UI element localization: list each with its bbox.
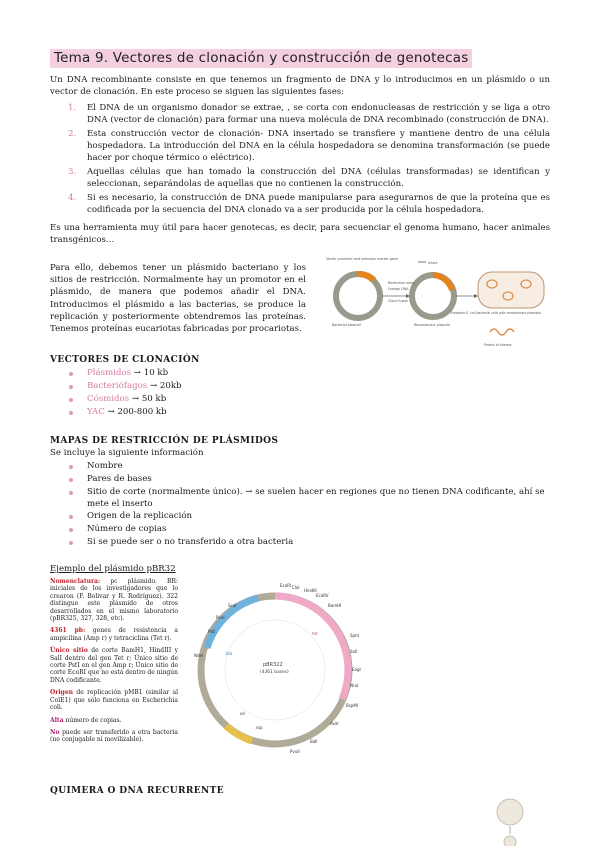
list-item: Bacteriófagos → 20kb bbox=[50, 380, 182, 393]
svg-text:Transform E. coli bacterial ce: Transform E. coli bacterial cells with recombinant plasmids bbox=[450, 311, 541, 315]
svg-text:AvaI: AvaI bbox=[330, 721, 339, 726]
svg-text:Foreign DNA: Foreign DNA bbox=[388, 287, 409, 291]
step-item: 1. El DNA de un organismo donador se extrae, , se corta con endonucleasas de restricción y se liga a otro DNA (vector de clonación) para formar una nueva molécula de DNA recombinado (construcción de DNA). bbox=[68, 103, 550, 125]
list-item: Si se puede ser o no transferido a otra bacteria bbox=[50, 536, 550, 549]
svg-text:Clone fusion: Clone fusion bbox=[388, 299, 409, 303]
chimera-heading: QUIMERA O DNA RECURRENTE bbox=[50, 786, 224, 796]
list-item: Cósmidos → 50 kb bbox=[50, 393, 182, 406]
protein-icon bbox=[490, 329, 514, 335]
list-item: Plásmidos → 10 kb bbox=[50, 367, 182, 380]
list-item: Sitio de corte (normalmente único). → se suelen hacer en regiones que no tienen DNA codificante, ahí se mete el inserto bbox=[50, 486, 550, 510]
step-item: 3. Aquellas células que han tomado la construcción del DNA (células transformadas) se identifican y seleccionan, separándolas de aquellas que no contienen la construcción. bbox=[68, 167, 550, 189]
svg-text:ScaI: ScaI bbox=[228, 603, 237, 608]
list-item: Pares de bases bbox=[50, 473, 550, 486]
svg-text:NruI: NruI bbox=[350, 683, 359, 688]
svg-text:PvuI: PvuI bbox=[216, 615, 225, 620]
svg-text:Recombinant plasmid: Recombinant plasmid bbox=[414, 323, 450, 327]
svg-text:Bacterial plasmid: Bacterial plasmid bbox=[332, 323, 361, 327]
page-title: Tema 9. Vectores de clonación y construcción de genotecas bbox=[50, 49, 472, 68]
svg-text:EcoRV: EcoRV bbox=[316, 593, 329, 598]
svg-text:PstI: PstI bbox=[208, 629, 216, 634]
list-item: Número de copias bbox=[50, 523, 550, 536]
svg-text:BalI: BalI bbox=[310, 739, 318, 744]
svg-text:tet: tet bbox=[312, 631, 318, 636]
tool-paragraph: Es una herramienta muy útil para hacer genotecas, es decir, para secuenciar el genoma humano, hacer animales transgénicos… bbox=[50, 223, 550, 246]
svg-text:(4361 bases): (4361 bases) bbox=[260, 670, 289, 675]
svg-text:NdeI: NdeI bbox=[194, 653, 204, 658]
svg-text:rop: rop bbox=[256, 725, 263, 730]
plasmid-paragraph: Para ello, debemos tener un plásmido bacteriano y los sitios de restricción. Normalmente hay un promotor en el plásmido, de manera que podemos añadir el DNA. Introducimos el plásmido a las bacterias, se produce la replicación y posteriormente obtendremos las proteínas. Tenemos proteínas eucariotas fabricadas por procariotas. bbox=[50, 263, 306, 335]
vectors-list bbox=[50, 367, 182, 419]
svg-text:PvuII: PvuII bbox=[290, 749, 300, 754]
pbr322-map bbox=[180, 575, 370, 765]
example-title: Ejemplo del plásmido pBR32 bbox=[50, 564, 176, 574]
svg-text:HindIII: HindIII bbox=[304, 588, 317, 593]
chimera-figure bbox=[490, 796, 530, 846]
svg-text:SalI: SalI bbox=[350, 649, 358, 654]
intro-paragraph: Un DNA recombinante consiste en que tenemos un fragmento de DNA y lo introducimos en un plásmido o un vector de clonación. En este proceso se siguen las siguientes fases: bbox=[50, 75, 550, 98]
tet-gene-arc bbox=[275, 596, 348, 699]
svg-text:EcoRI: EcoRI bbox=[280, 583, 292, 588]
svg-text:Vector promoter and selection: Vector promoter and selection marker gene bbox=[326, 257, 399, 261]
maps-intro: Se incluye la siguiente información bbox=[50, 448, 204, 458]
pbr322-notes: Nomenclatura: pc plásmido. BR: iniciales de los investigadores que lo crearon (F. Bolivar y R. Rodríguez). 322 distingue este plásmido de otros desarrollados en el mismo laboratorio (pBR325, 327, 328, etc). 4361 pb: genes de resistencia a ampicilina (Amp r) y tetraciclina (Tet r). Único sitio de corte BamH1, HindIII y SalI dentro del gen Tet r; Único sitio de corte PstI en el gen Amp r; Único sitio de corte EcoRI que no está dentro de ningún DNA codificante. Origen de replicación pMB1 (similar al ColE1) que sólo funciona en Escherichia coli. Alta número de copias. No puede ser transferido a otra bacteria (no conjugable ni movilizable). bbox=[50, 578, 179, 744]
list-item: Origen de la replicación bbox=[50, 510, 550, 523]
steps-list bbox=[50, 102, 550, 218]
maps-list bbox=[50, 460, 550, 549]
step-item: 4. Si es necesario, la construcción de DNA puede manipularse para asegurarnos de que la proteína que es codificada por la secuencia del DNA clonado va a ser producida por la célula hospedadora. bbox=[68, 193, 550, 215]
cloning-diagram bbox=[318, 254, 550, 354]
step-item: 2. Esta construcción vector de clonación- DNA insertado se transfiere y mantiene dentro de una célula hospedadora. La introducción del DNA en la célula hospedadora se denomina transformación (se puede hacer por choque térmico o eléctrico). bbox=[68, 129, 550, 163]
svg-text:Protein of interest: Protein of interest bbox=[484, 343, 512, 347]
maps-heading: MAPAS DE RESTRICCIÓN DE PLÁSMIDOS bbox=[50, 436, 279, 446]
svg-text:BspMI: BspMI bbox=[346, 703, 358, 708]
svg-text:bla: bla bbox=[226, 651, 233, 656]
svg-text:ClaI: ClaI bbox=[292, 585, 300, 590]
svg-text:pBR322: pBR322 bbox=[263, 662, 283, 668]
ecoli-cell bbox=[478, 272, 544, 308]
vectors-heading: VECTORES DE CLONACIÓN bbox=[50, 355, 200, 365]
svg-text:Restriction sites: Restriction sites bbox=[388, 281, 415, 285]
svg-text:EagI: EagI bbox=[352, 667, 361, 672]
list-item: YAC → 200-800 kb bbox=[50, 406, 182, 419]
list-item: Nombre bbox=[50, 460, 550, 473]
svg-text:SphI: SphI bbox=[350, 633, 359, 638]
svg-text:ori: ori bbox=[240, 711, 246, 716]
svg-text:Insert: Insert bbox=[428, 261, 438, 265]
svg-text:BamHI: BamHI bbox=[328, 603, 342, 608]
